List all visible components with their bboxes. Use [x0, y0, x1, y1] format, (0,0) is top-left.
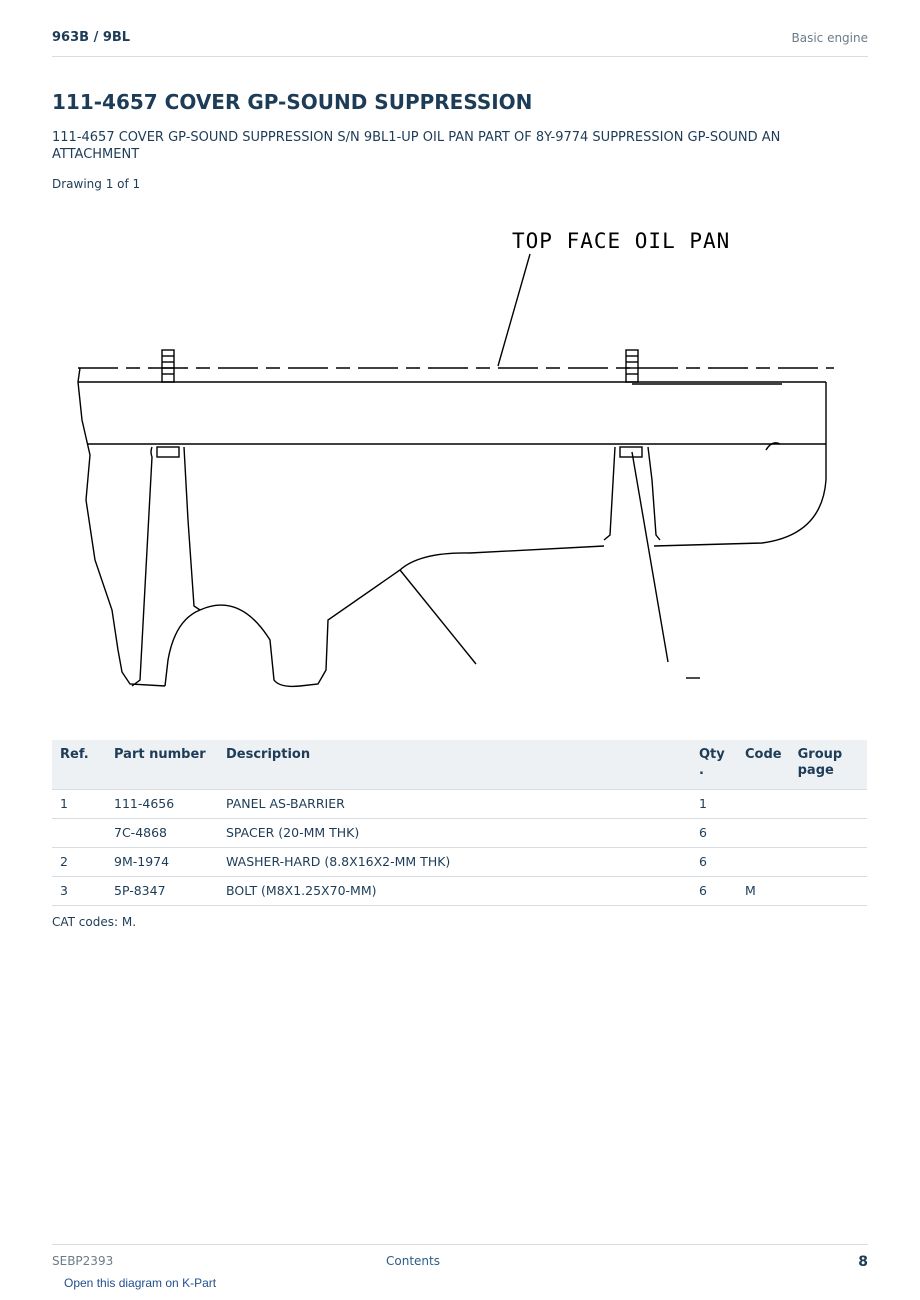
oil-pan-outline: [78, 368, 165, 686]
cell-part-number: 9M-1974: [106, 848, 218, 877]
cell-group-page: [790, 790, 867, 819]
cell-qty: 6: [691, 819, 737, 848]
cell-part-number: 111-4656: [106, 790, 218, 819]
table-row: [52, 819, 867, 848]
cell-description: SPACER (20-MM THK): [218, 819, 691, 848]
cell-code: [737, 819, 790, 848]
table-row: [52, 848, 867, 877]
col-qty: Qty .: [691, 740, 737, 790]
leader-line-1: [400, 570, 476, 664]
parts-table: [52, 740, 867, 906]
cell-ref: 2: [52, 848, 106, 877]
washer-right: [620, 447, 642, 457]
cell-group-page: [790, 819, 867, 848]
cell-code: [737, 790, 790, 819]
cell-description: WASHER-HARD (8.8X16X2-MM THK): [218, 848, 691, 877]
page-header: [52, 28, 868, 57]
cell-ref: 1: [52, 790, 106, 819]
contents-link[interactable]: Contents: [386, 1254, 440, 1268]
col-ref: Ref.: [52, 740, 106, 790]
drawing-count: Drawing 1 of 1: [52, 177, 141, 191]
cell-code: M: [737, 877, 790, 906]
washer-left: [157, 447, 179, 457]
cell-description: PANEL AS-BARRIER: [218, 790, 691, 819]
cell-ref: 3: [52, 877, 106, 906]
cell-description: BOLT (M8X1.25X70-MM): [218, 877, 691, 906]
page-number: 8: [858, 1254, 868, 1270]
cell-part-number: 5P-8347: [106, 877, 218, 906]
col-description: Description: [218, 740, 691, 790]
cell-qty: 1: [691, 790, 737, 819]
leader-line-3: [632, 452, 668, 662]
cell-qty: 6: [691, 877, 737, 906]
model-label: 963B / 9BL: [52, 30, 131, 45]
col-part-number: Part number: [106, 740, 218, 790]
table-row: [52, 877, 867, 906]
page-subtitle: 111-4657 COVER GP-SOUND SUPPRESSION S/N 9BL1-UP OIL PAN PART OF 8Y-9774 SUPPRESSION GP-SOUND AN ATTACHMENT: [52, 130, 781, 162]
open-kpart-link[interactable]: Open this diagram on K-Part: [64, 1276, 217, 1290]
cell-group-page: [790, 848, 867, 877]
parts-diagram: [52, 210, 842, 700]
table-header-row: [52, 740, 867, 790]
section-label: Basic engine: [791, 31, 868, 45]
cell-ref: [52, 819, 106, 848]
bolt-left: [162, 350, 174, 382]
diagram-label-top-face: TOP FACE OIL PAN: [512, 229, 731, 253]
col-group-page: Group page: [790, 740, 867, 790]
table-row: [52, 790, 867, 819]
cell-part-number: 7C-4868: [106, 819, 218, 848]
document-id: SEBP2393: [52, 1254, 114, 1268]
page-title: 111-4657 COVER GP-SOUND SUPPRESSION: [52, 90, 533, 114]
cell-group-page: [790, 877, 867, 906]
bolt-right: [626, 350, 638, 382]
cell-code: [737, 848, 790, 877]
cat-codes-note: CAT codes: M.: [52, 915, 137, 929]
leader-line-top: [498, 254, 530, 366]
col-code: Code: [737, 740, 790, 790]
cell-qty: 6: [691, 848, 737, 877]
